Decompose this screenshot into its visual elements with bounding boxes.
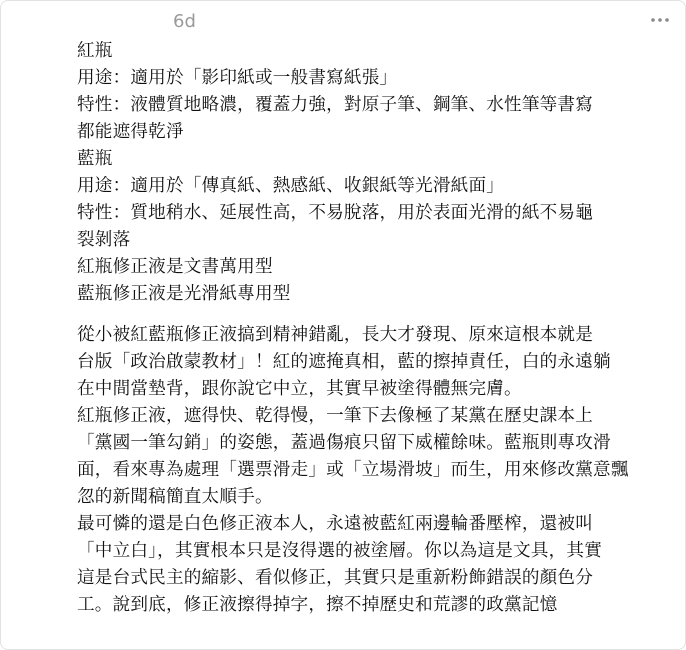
text-line: 紅瓶: [77, 41, 113, 61]
text-line: 用途：適用於「影印紙或一般書寫紙張」: [77, 68, 398, 88]
text-line: 紅瓶修正液，遮得快、乾得慢，一筆下去像極了某黨在歷史課本上: [77, 406, 594, 426]
text-line: 裂剝落: [77, 230, 131, 250]
text-line: 這是台式民主的縮影、看似修正，其實只是重新粉飾錯誤的顏色分: [77, 568, 594, 588]
text-line: 都能遮得乾淨: [77, 122, 184, 142]
text-line: 「中立白」，其實根本只是沒得選的被塗層。你以為這是文具，其實: [77, 541, 603, 561]
text-line: 藍瓶: [77, 149, 113, 169]
text-line: 特性：液體質地略濃，覆蓋力強，對原子筆、鋼筆、水性筆等書寫: [77, 95, 594, 115]
text-line: 最可憐的還是白色修正液本人，永遠被藍紅兩邊輪番壓榨，還被叫: [77, 514, 594, 534]
text-line: 藍瓶修正液是光滑紙專用型: [77, 284, 291, 304]
text-line: 忽的新聞稿簡直太順手。: [77, 487, 273, 507]
text-line: 台版「政治啟蒙教材」！紅的遮掩真相，藍的擦掉責任，白的永遠躺: [77, 352, 611, 372]
text-line: 「黨國一筆勾銷」的姿態，蓋過傷痕只留下威權餘味。藍瓶則專攻滑: [77, 433, 611, 453]
text-line: 在中間當墊背，跟你說它中立，其實早被塗得體無完膚。: [77, 379, 522, 399]
text-line: 面，看來專為處理「選票滑走」或「立場滑坡」而生，用來修改黨意飄: [77, 460, 629, 480]
text-line: 紅瓶修正液是文書萬用型: [77, 257, 273, 277]
text-line: 特性：質地稍水、延展性高，不易脫落，用於表面光滑的紙不易龜: [77, 203, 594, 223]
post-body: [77, 38, 673, 619]
text-line: 用途：適用於「傳真紙、熱感紙、收銀紙等光滑紙面」: [77, 176, 505, 196]
more-horizontal-icon: [650, 17, 670, 23]
text-line: 工。說到底，修正液擦得掉字，擦不掉歷史和荒謬的政黨記憶: [77, 595, 558, 615]
post-section-specs: [77, 38, 673, 308]
paragraph-gap: [77, 308, 673, 322]
more-options-button[interactable]: [649, 11, 671, 29]
post-timestamp[interactable]: 6d: [173, 11, 196, 32]
text-line: 從小被紅藍瓶修正液搞到精神錯亂，長大才發現、原來這根本就是: [77, 325, 594, 345]
post-section-commentary: [77, 322, 673, 619]
